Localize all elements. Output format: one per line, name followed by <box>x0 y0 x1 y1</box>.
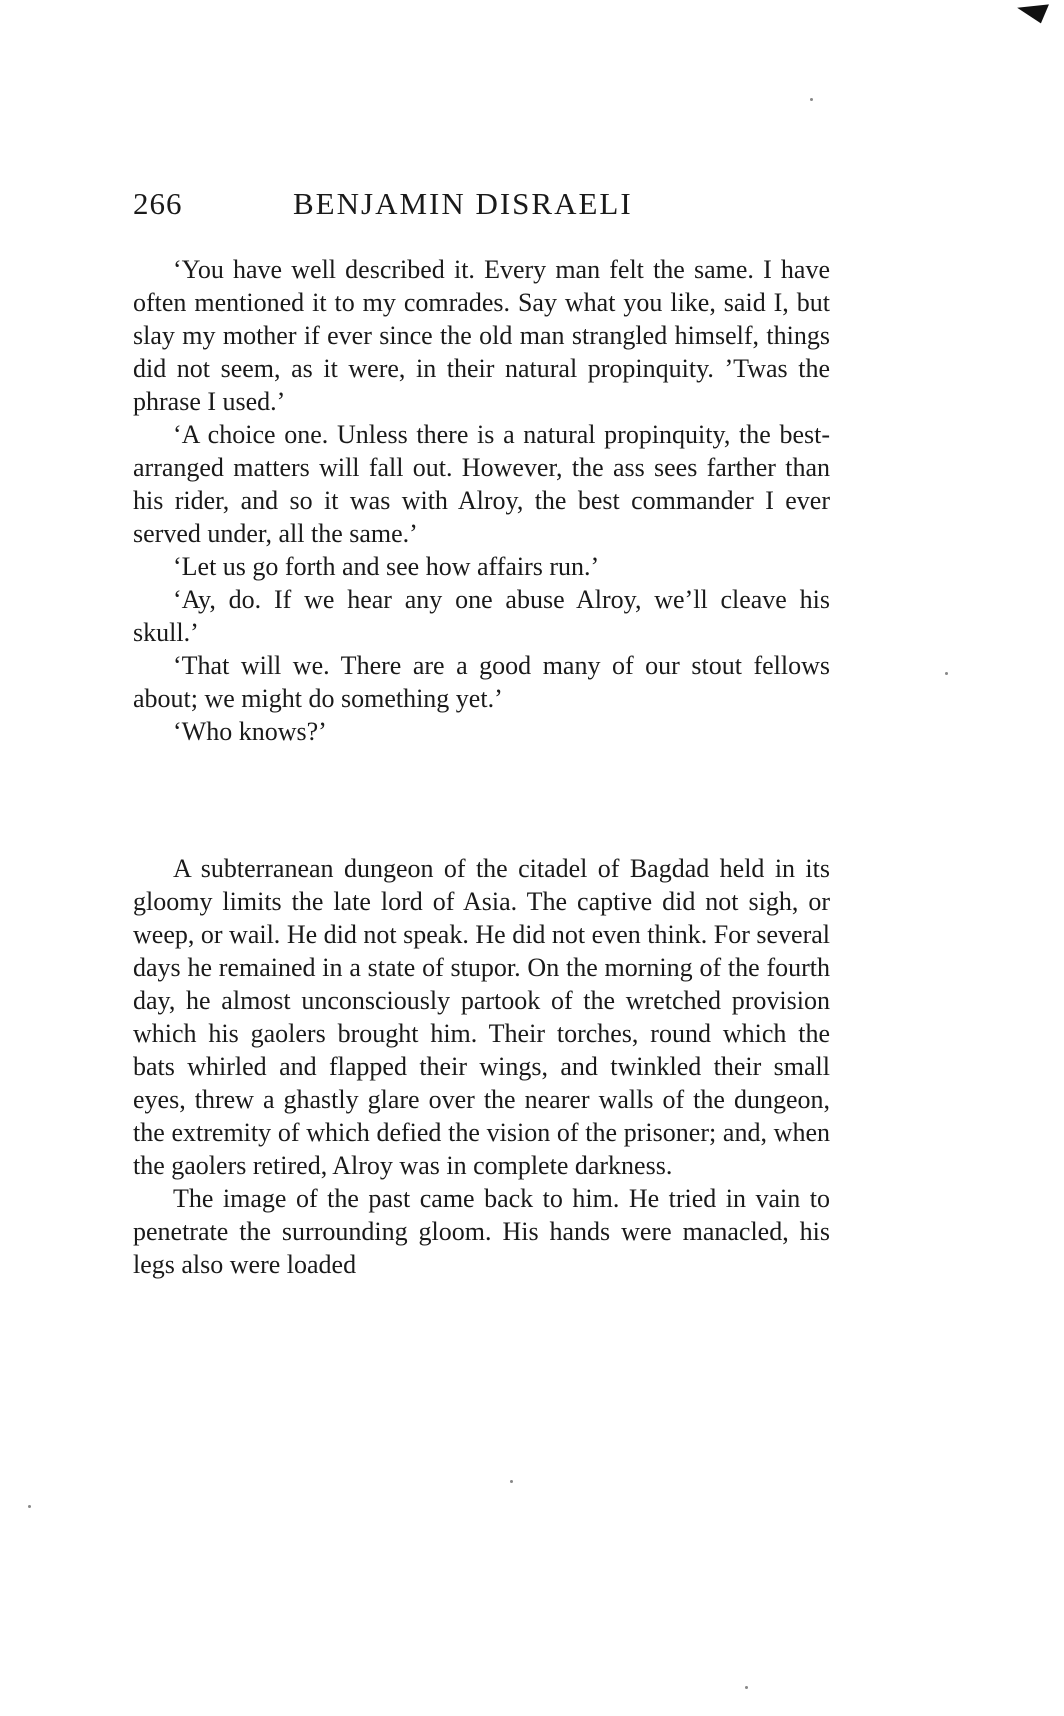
dialogue-section <box>133 253 830 748</box>
dialogue-paragraph: ‘A choice one. Unless there is a natural propinquity, the best-arranged matters will fall out. However, the ass sees farther than his rider, and so it was with Alroy, the best commander I ever served under, all the same.’ <box>133 420 830 548</box>
page-number: 266 <box>133 186 183 221</box>
dialogue-paragraph: ‘That will we. There are a good many of our stout fellows about; we might do something yet.’ <box>133 651 830 713</box>
paper-speck <box>28 1505 31 1508</box>
narrative-section <box>133 852 830 1281</box>
paper-speck <box>510 1480 513 1483</box>
narrative-paragraph: A subterranean dungeon of the citadel of Bagdad held in its gloomy limits the late lord of Asia. The captive did not sigh, or weep, or wail. He did not speak. He did not even think. For several days he remained in a state of stupor. On the morning of the fourth day, he almost unconsciously partook of the wretched provision which his gaolers brought him. Their torches, round which the bats whirled and flapped their wings, and twinkled their small eyes, threw a ghastly glare over the nearer walls of the dungeon, the extremity of which defied the vision of the prisoner; and, when the gaolers retired, Alroy was in complete darkness. <box>133 854 830 1180</box>
dialogue-paragraph: ‘Ay, do. If we hear any one abuse Alroy, we’ll cleave his skull.’ <box>133 585 830 647</box>
paper-speck <box>810 98 813 101</box>
dialogue-paragraph: ‘Let us go forth and see how affairs run.’ <box>173 552 600 581</box>
narrative-paragraph: The image of the past came back to him. He tried in vain to penetrate the surrounding gloom. His hands were manacled, his legs also were loaded <box>133 1184 830 1279</box>
dialogue-paragraph: ‘Who knows?’ <box>173 717 327 746</box>
dialogue-paragraph: ‘You have well described it. Every man felt the same. I have often mentioned it to my comrades. Say what you like, said I, but slay my mother if ever since the old man strangled himself, things did not seem, as it were, in their natural propinquity. ’Twas the phrase I used.’ <box>133 255 830 416</box>
paper-speck <box>945 672 948 675</box>
page-header <box>133 186 833 226</box>
running-head: BENJAMIN DISRAELI <box>293 186 633 221</box>
paper-speck <box>745 1686 748 1689</box>
corner-marker-icon <box>1017 4 1051 25</box>
